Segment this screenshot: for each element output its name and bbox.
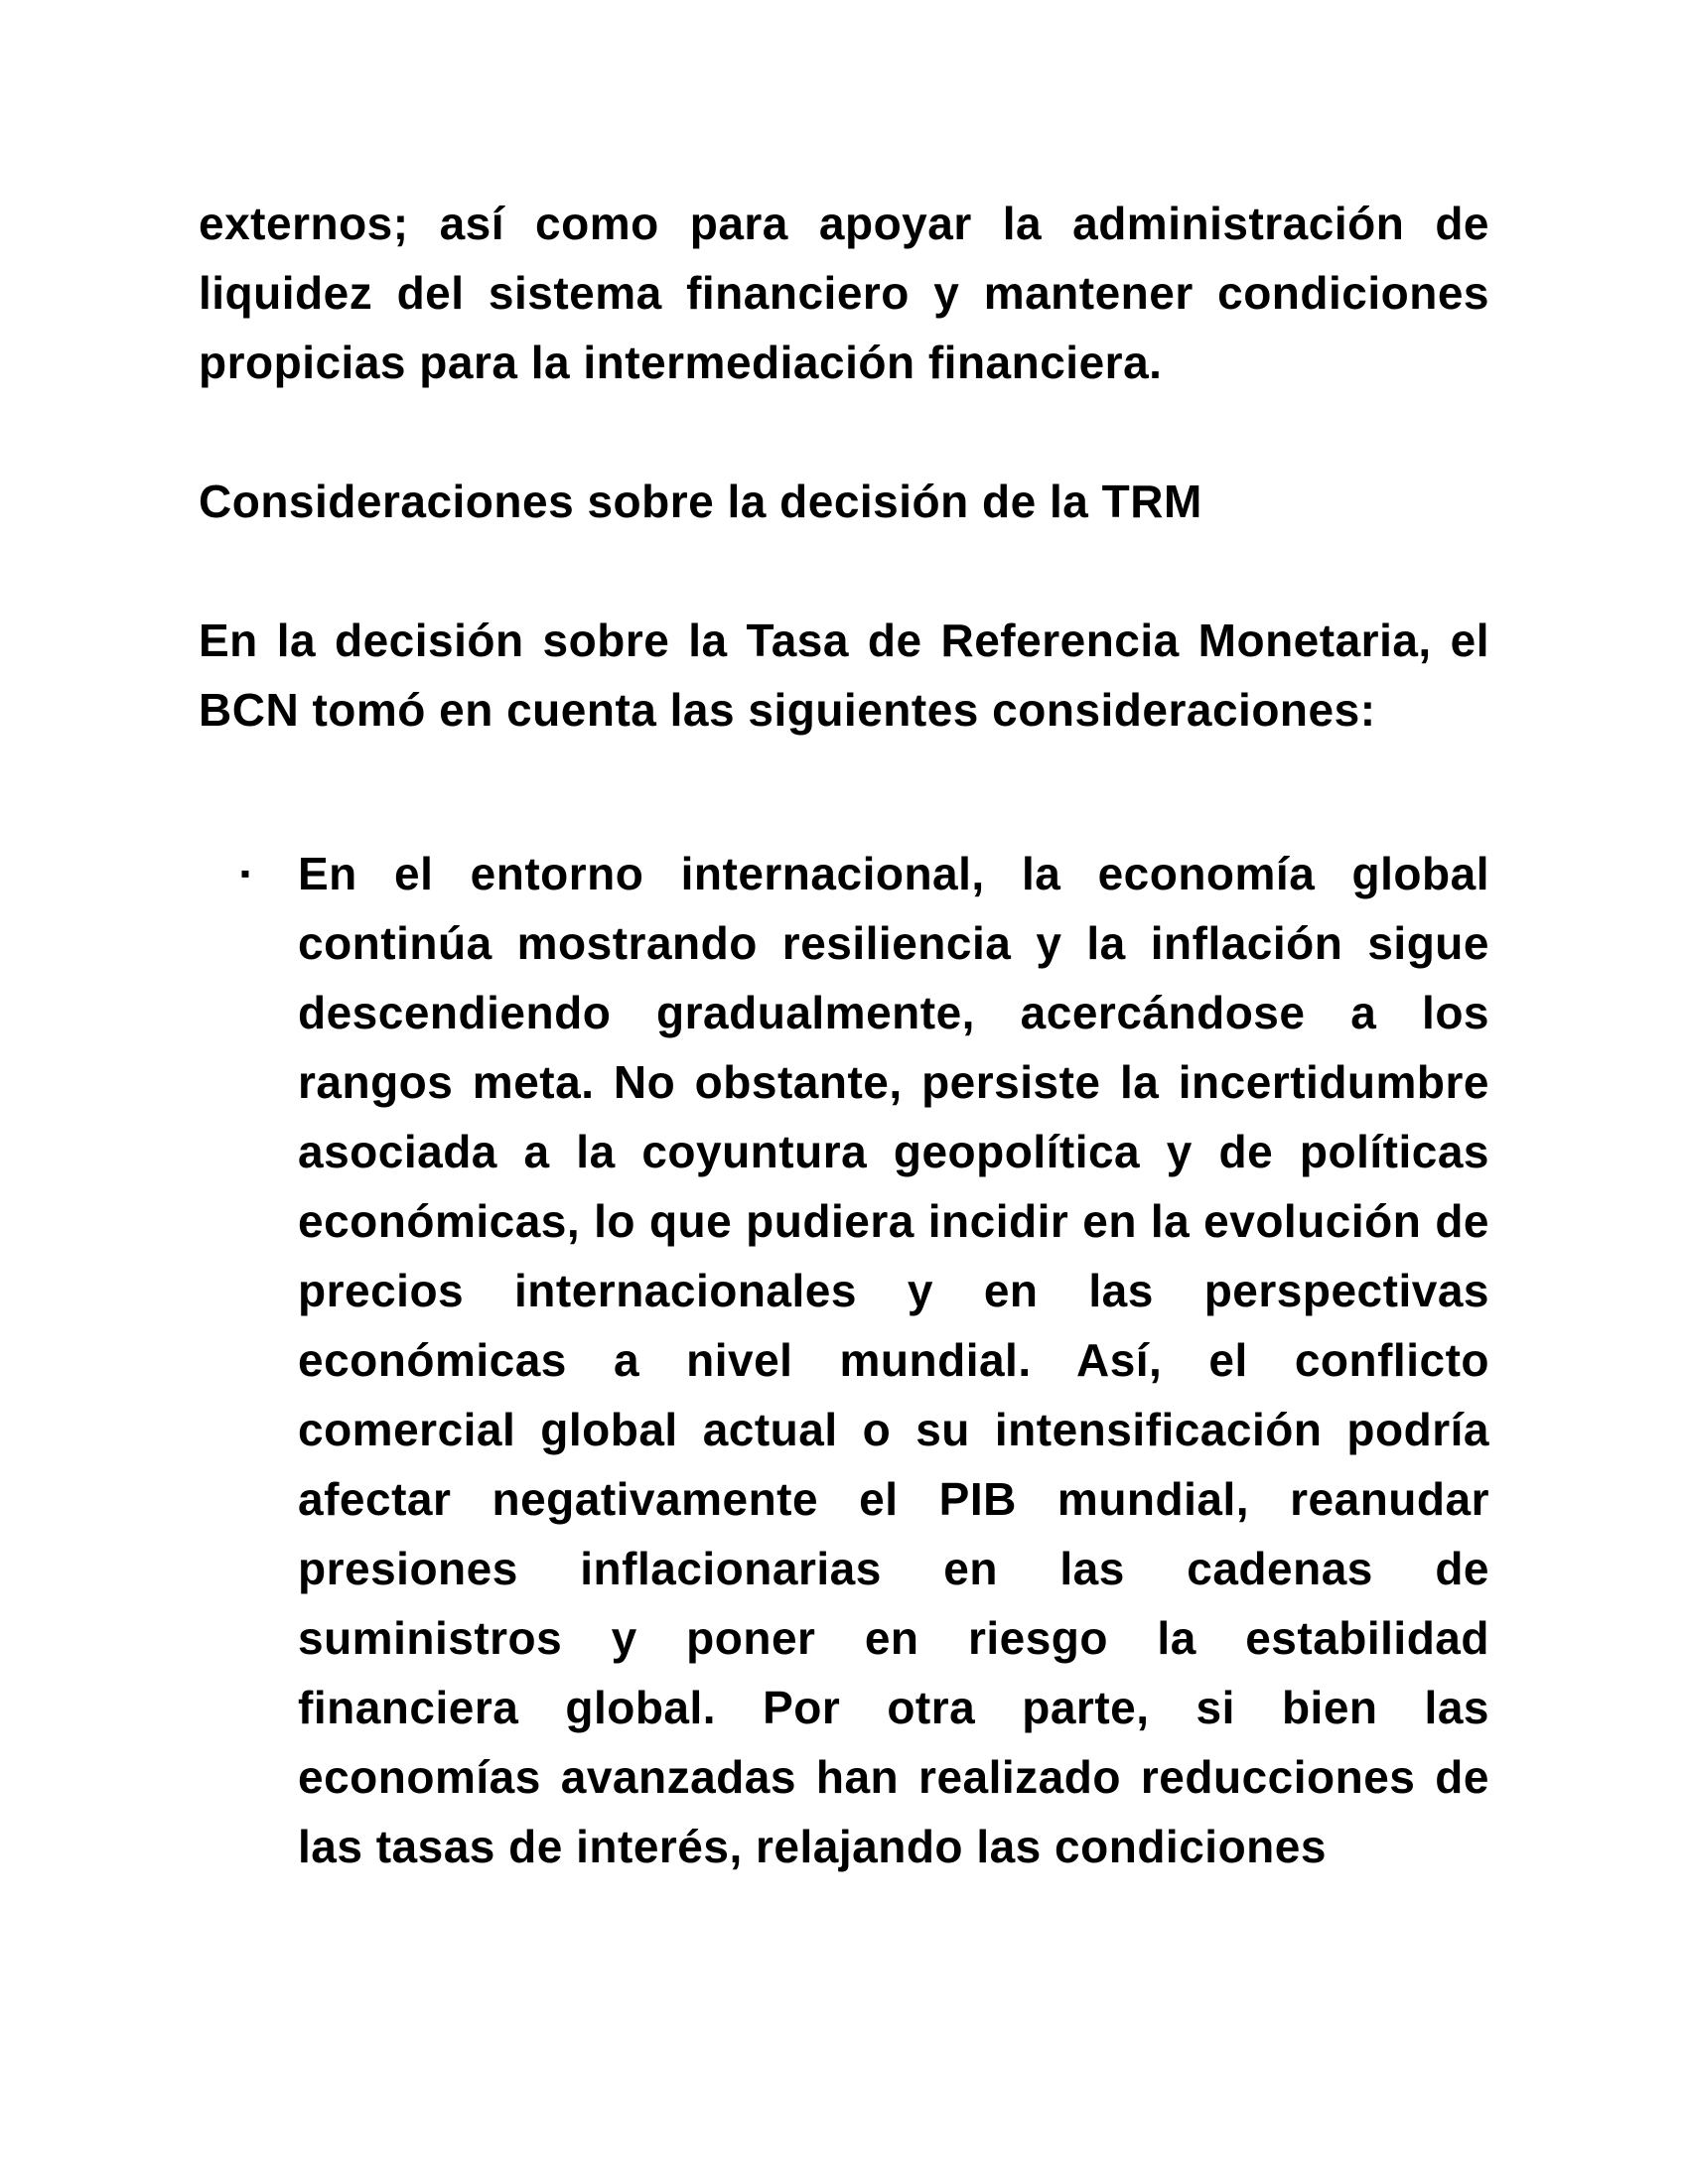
paragraph-intro: externos; así como para apoyar la administración de liquidez del sistema financiero y mantener condiciones propicias para la intermediación financiera.: [199, 198, 1489, 388]
bullet-square-icon: ▪: [240, 858, 251, 888]
bullet-item: [199, 839, 1489, 1881]
page-text-block: [199, 189, 1489, 1881]
section-heading: Consideraciones sobre la decisión de la TRM: [199, 476, 1202, 527]
bullet-text: En el entorno internacional, la economía global continúa mostrando resiliencia y la inflación sigue descendiendo gradualmente, acercándose a los rangos meta. No obstante, persiste la incertidumbre asociada a la coyuntura geopolítica y de políticas económicas, lo que pudiera incidir en la evolución de precios internacionales y en las perspectivas económicas a nivel mundial. Así, el conflicto comercial global actual o su intensificación podría afectar negativamente el PIB mundial, reanudar presiones inflacionarias en las cadenas de suministros y poner en riesgo la estabilidad financiera global. Por otra parte, si bien las economías avanzadas han realizado reducciones de las tasas de interés, relajando las condiciones: [298, 848, 1489, 1872]
paragraph-lead: En la decisión sobre la Tasa de Referencia Monetaria, el BCN tomó en cuenta las siguientes consideraciones:: [199, 614, 1489, 736]
